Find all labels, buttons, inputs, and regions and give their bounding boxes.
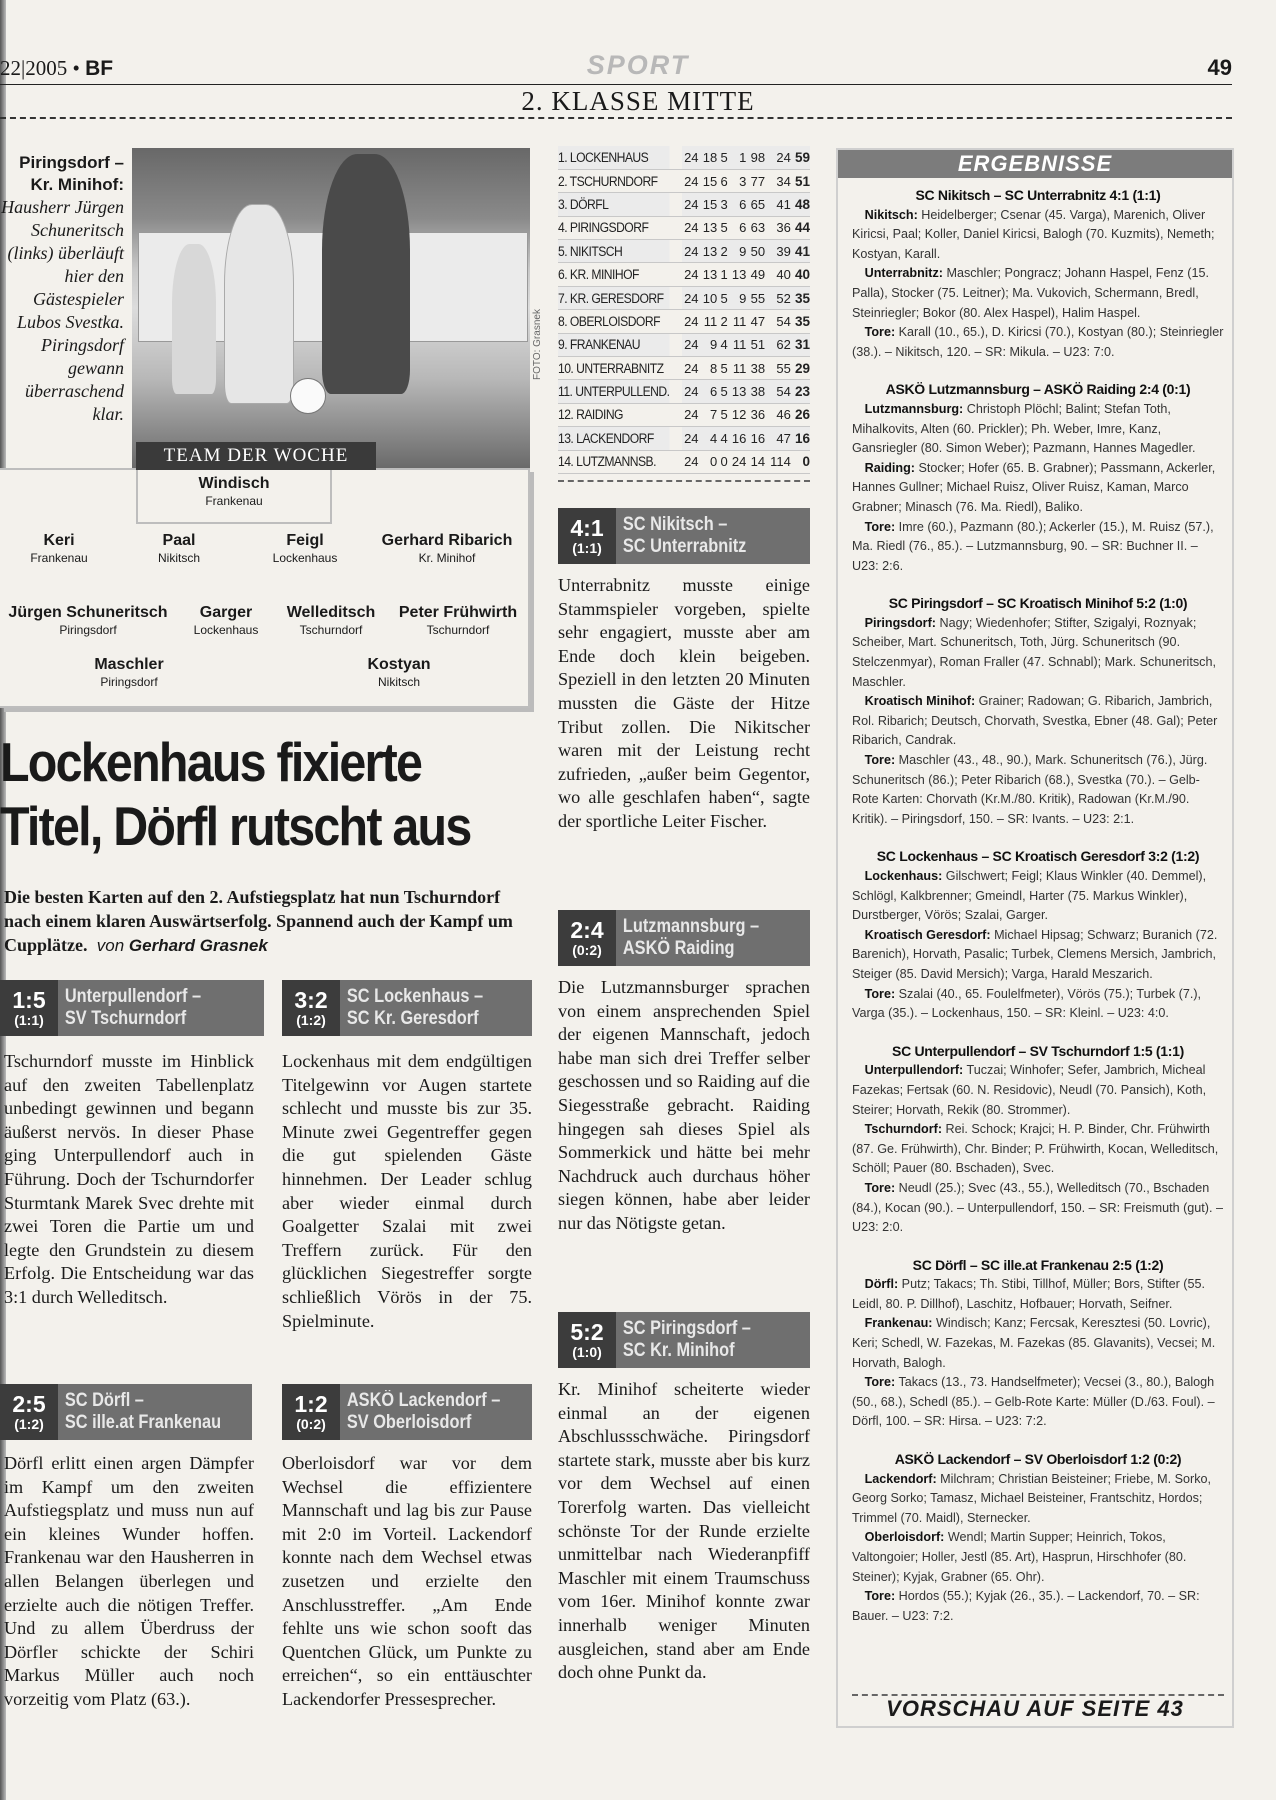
tdw-player: Feigl Lockenhaus <box>272 532 338 565</box>
match-report: Oberloisdorf war vor dem Wechsel die effizientere Mannschaft und lag bis zur Pause mit 2:0 im Vorteil. Lackendorf konnte nach dem Wechsel etwas zusetzen und erzielte den Anschlusstreffer. „Am Ende fehlte uns wie schon sooft das Quentchen Glück, um Punkte zu erreichen“, so ein enttäuschter Lackendorfer Pressesprecher. <box>282 1453 532 1709</box>
result-title: ASKÖ Lutzmannsburg – ASKÖ Raiding 2:4 (0:1) <box>885 381 1191 398</box>
result-line <box>852 1470 1224 1529</box>
result-line-label: Piringsdorf: <box>864 615 936 630</box>
standings-position: 11. <box>558 384 573 400</box>
result-line <box>852 751 1224 829</box>
standings-stat-cell: 10 <box>701 286 720 309</box>
match-report: Dörfl erlitt einen argen Dämpfer im Kampf um den zweiten Aufstiegsplatz und muss nun auf ein kleines Wunder hoffen. Frankenau war den Hausherren in allen Belangen überlegen und erzielte auch die nötigen Treffer. Und zu allem Überdruss der Dörfler schickte der Schiri Markus Müller auch noch vorzeitig vom Platz (63.). <box>4 1453 254 1709</box>
match-score-box: 3:2 (1:2) SC Lockenhaus – SC Kr. Geresdorf <box>282 980 532 1036</box>
result-line-text: Gilschwert; Feigl; Klaus Winkler (40. Demmel), Schlögl, Kalkbrenner; Gmeindl, Harter (75. Markus Winkler), Durstberger, Vörös; Szalai, Garger. <box>852 869 1207 923</box>
standings-stat-cell: 11 <box>730 357 749 380</box>
standings-position: 4. <box>558 220 568 236</box>
result-entry <box>852 1042 1224 1238</box>
standings-stat-cell: 8 <box>701 357 720 380</box>
standings-stat-cell: 5 <box>719 146 729 169</box>
result-entry <box>852 847 1224 1023</box>
result-line-label: Kroatisch Geresdorf: <box>864 927 991 942</box>
standings-stat-cell: 13 <box>701 263 720 286</box>
match-score-box: 5:2 (1:0) SC Piringsdorf – SC Kr. Minihof <box>558 1312 810 1368</box>
standings-stat-cell: 54 <box>767 380 793 403</box>
result-line-text: Imre (60.), Pazmann (80.); Ackerler (15.), M. Ruisz (57.), Ma. Riedl (76., 85.). – Lutzmannsburg, 90. – SR: Buchner II. – U23: 2:6. <box>852 519 1214 573</box>
standings-stat-cell: 11 <box>730 310 749 333</box>
standings-team-cell <box>558 216 669 239</box>
standings-points-cell: 48 <box>793 193 810 216</box>
standings-stat-cell: 5 <box>719 286 729 309</box>
result-line-label: Tore: <box>864 1589 896 1604</box>
standings-position: 2. <box>558 173 568 189</box>
standings-stat-cell: 51 <box>748 333 767 356</box>
result-line-label: Unterrabnitz: <box>864 266 943 281</box>
standings-position: 12. <box>558 407 574 423</box>
dashed-divider <box>0 117 1232 119</box>
standings-team-name: KR. MINIHOF <box>569 267 639 283</box>
standings-points-cell: 0 <box>793 450 810 473</box>
headline-line-2: Titel, Dörfl rutscht aus <box>0 795 471 857</box>
player-background <box>172 244 216 394</box>
result-line-text: Milchram; Christian Beisteiner; Friebe, M. Sorko, Georg Sorko; Tamasz, Michael Beisteiner, Frantschitz, Hordos; Trimmel (70. Maidl), Sternecker. <box>852 1471 1212 1525</box>
standings-stat-cell: 7 <box>701 403 720 426</box>
standings-team-name: RAIDING <box>576 407 623 423</box>
standings-stat-cell: 9 <box>730 286 749 309</box>
result-entry <box>852 594 1224 829</box>
standings-team-cell <box>558 169 669 192</box>
standings-stat-cell: 24 <box>682 333 701 356</box>
result-line-text: Hordos (55.); Kyjak (26., 35.). – Lackendorf, 70. – SR: Bauer. – U23: 7:2. <box>852 1589 1200 1623</box>
standings-position: 1. <box>558 149 568 165</box>
result-line-text: Putz; Takacs; Th. Stibi, Tillhof, Müller; Bors, Stifter (55. Leidl, 80. P. Dillhof), Laschitz, Hofbauer; Horvath, Seifner. <box>852 1277 1205 1311</box>
result-line-label: Oberloisdorf: <box>864 1530 945 1545</box>
standings-points-cell: 16 <box>793 427 810 450</box>
standings-stat-cell: 11 <box>701 310 720 333</box>
standings-team-name: DÖRFL <box>569 196 609 212</box>
standings-points-cell: 51 <box>793 169 810 192</box>
issue-label: 22|2005 • BF <box>0 56 114 80</box>
result-line-label: Lackendorf: <box>864 1471 937 1486</box>
result-line-text: Michael Hipsag; Schwarz; Buranich (72. Barenich), Horvath, Pasalic; Turbek, Clemens Mersich, Jambrich, Steiger (85. David Mersich); Varga, Harald Meszarich. <box>852 927 1218 981</box>
result-line <box>852 518 1224 577</box>
caption-lead: Piringsdorf – Kr. Minihof: <box>19 153 124 194</box>
table-row <box>558 169 810 192</box>
standings-stat-cell: 98 <box>748 146 767 169</box>
standings-points-cell: 59 <box>793 146 810 169</box>
match-score-box: 4:1 (1:1) SC Nikitsch – SC Unterrabnitz <box>558 508 810 564</box>
standings-team-name: TSCHURNDORF <box>569 173 658 189</box>
result-line <box>852 1528 1224 1587</box>
table-row <box>558 427 810 450</box>
table-row <box>558 450 810 473</box>
standings-stat-cell: 5 <box>719 216 729 239</box>
standings-stat-cell: 24 <box>682 427 701 450</box>
standings-team-name: OBERLOISDORF <box>569 313 660 329</box>
result-line-label: Tore: <box>864 325 896 340</box>
league-title: 2. KLASSE MITTE <box>521 86 755 116</box>
standings-points-cell: 41 <box>793 240 810 263</box>
article-lead <box>4 885 534 958</box>
result-line-text: Nagy; Wiedenhofer; Stifter, Szigalyi, Roznyak; Scheiber, Mart. Schuneritsch, Toth, Jürg. Schuneritsch (90. Stelczenmyar), Roman Fraller (47. Schnabl); Mark. Schuneritsch, Maschler. <box>852 615 1216 689</box>
result-line-label: Dörfl: <box>864 1277 899 1292</box>
result-line-label: Lockenhaus: <box>864 869 943 883</box>
standings-stat-cell: 18 <box>701 146 720 169</box>
headline-line-1: Lockenhaus fixierte <box>0 731 422 793</box>
tdw-player: Welleditsch Tschurndorf <box>286 604 376 637</box>
result-line <box>852 867 1224 926</box>
standings-team-cell <box>558 240 669 263</box>
table-divider <box>558 480 810 482</box>
standings-stat-cell: 50 <box>748 240 767 263</box>
standings-stat-cell: 5 <box>719 357 729 380</box>
standings-stat-cell: 5 <box>719 403 729 426</box>
standings-stat-cell: 15 <box>701 193 720 216</box>
standings-stat-cell: 38 <box>748 380 767 403</box>
result-entry <box>852 186 1224 362</box>
result-line-text: Rei. Schock; Krajci; H. P. Binder, Chr. Frühwirth (87. Ge. Frühwirth), Chr. Binder; P. Frühwirth, Kocan, Welleditsch, Schöll; Pauer (80. Bschaden), Svec. <box>852 1122 1219 1176</box>
match-score-box: 2:5 (1:2) SC Dörfl – SC ille.at Frankenau <box>0 1384 252 1440</box>
article-headline <box>0 730 537 858</box>
standings-stat-cell: 14 <box>748 450 767 473</box>
standings-position: 3. <box>558 196 568 212</box>
standings-points-cell: 44 <box>793 216 810 239</box>
standings-stat-cell: 13 <box>701 216 720 239</box>
standings-stat-cell: 47 <box>767 427 793 450</box>
standings-position: 14. <box>558 454 574 470</box>
standings-stat-cell: 2 <box>719 310 729 333</box>
standings-stat-cell: 1 <box>719 263 729 286</box>
standings-team-cell <box>558 193 669 216</box>
standings-stat-cell: 65 <box>748 193 767 216</box>
result-title: SC Piringsdorf – SC Kroatisch Minihof 5:2 (1:0) <box>888 595 1188 612</box>
result-line-label: Nikitsch: <box>864 207 918 222</box>
standings-team-cell <box>558 450 669 473</box>
results-title: ERGEBNISSE <box>838 150 1232 178</box>
table-row <box>558 240 810 263</box>
standings-stat-cell: 6 <box>730 216 749 239</box>
match-score-box: 1:2 (0:2) ASKÖ Lackendorf – SV Oberloisdorf <box>282 1384 532 1440</box>
standings-stat-cell: 24 <box>682 380 701 403</box>
lead-paragraph: Die besten Karten auf den 2. Aufstiegsplatz hat nun Tschurndorf nach einem klaren Auswärtserfolg. Spannend auch der Kampf um Cupplätze. <box>4 887 513 955</box>
header-rule <box>0 84 1232 85</box>
standings-points-cell: 40 <box>793 263 810 286</box>
standings-team-cell <box>558 333 669 356</box>
result-title: SC Nikitsch – SC Unterrabnitz 4:1 (1:1) <box>915 187 1161 203</box>
standings-stat-cell: 24 <box>682 146 701 169</box>
result-line-label: Tore: <box>864 1180 896 1195</box>
result-line-label: Unterpullendorf: <box>864 1063 964 1078</box>
standings-team-name: KR. GERESDORF <box>569 290 664 306</box>
standings-stat-cell: 46 <box>767 403 793 426</box>
result-line <box>852 323 1224 362</box>
result-line-text: Takacs (13., 73. Handselfmeter); Vecsei (3., 80.), Balogh (50., 68.), Schedl (85.). – Gelb-Rote Karte: Müller (D./63. Foul). – Dörfl, 100. – SR: Hirsa. – U23: 7:2. <box>852 1375 1215 1429</box>
standings-stat-cell: 24 <box>682 263 701 286</box>
results-list <box>852 186 1224 1644</box>
standings-stat-cell: 24 <box>682 240 701 263</box>
table-row <box>558 357 810 380</box>
standings-stat-cell: 34 <box>767 169 793 192</box>
result-line-text: Stocker; Hofer (65. B. Grabner); Passmann, Ackerler, Hannes Gullner; Michael Ruisz, Oliver Ruisz, Kaman, Marco Grabner; Minasch (76. Ma. Riedl), Baliko. <box>852 460 1216 514</box>
page-number: 49 <box>1207 55 1232 80</box>
standings-stat-cell: 55 <box>748 286 767 309</box>
result-line <box>852 400 1224 459</box>
standings-points-cell: 35 <box>793 286 810 309</box>
standings-stat-cell: 24 <box>682 403 701 426</box>
match-report: Kr. Minihof scheiterte wieder einmal an der eigenen Abschlussschwäche. Piringsdorf startete stark, musste aber bis kurz vor dem Wechsel auf einen Torerfolg warten. Das vielleicht schönste Tor der Runde erzielte unmittelbar nach Wiederanpfiff Maschler mit einem Traumschuss vom 16er. Minihof konnte zwar innerhalb weniger Minuten ausgleichen, stand aber am Ende doch ohne Punkt da. <box>558 1379 810 1683</box>
tdw-player: Windisch Frankenau <box>198 475 270 508</box>
standings-stat-cell: 0 <box>719 450 729 473</box>
table-row <box>558 146 810 169</box>
standings-stat-cell: 0 <box>701 450 720 473</box>
match-report: Die Lutzmannsburger sprachen von einem ansprechenden Spiel der eigenen Mannschaft, jedoch habe man sich drei Treffer selber geschossen und so Raiding auf die Siegesstraße gebracht. Raiding hingegen sah dieses Spiel als Sommerkick und hätte bei mehr Nachdruck auch durchaus höher siegen können, habe aber leider nur das Nötigste getan. <box>558 977 810 1233</box>
team-of-week-title: TEAM DER WOCHE <box>136 442 376 470</box>
tdw-player: Garger Lockenhaus <box>193 604 259 637</box>
standings-stat-cell: 62 <box>767 333 793 356</box>
result-line-text: Szalai (40., 65. Foulelfmeter), Vörös (75.); Turbek (7.), Varga (35.). – Lockenhaus, 150. – SR: Kleinl. – U23: 4:0. <box>852 986 1202 1021</box>
result-line-text: Windisch; Kanz; Fercsak, Keresztesi (50. Lovric), Keri; Schedl, W. Fazekas, M. Fazekas (85. Glavanits), Vecsei; M. Horvath, Balogh. <box>852 1316 1216 1370</box>
tdw-player: Jürgen Schuneritsch Piringsdorf <box>8 604 168 637</box>
result-line-label: Tore: <box>864 986 896 1001</box>
standings-stat-cell: 3 <box>730 169 749 192</box>
standings-team-name: LACKENDORF <box>576 430 654 446</box>
standings-stat-cell: 15 <box>701 169 720 192</box>
result-line-text: Maschler; Pongracz; Johann Haspel, Fenz (15. Palla), Stocker (75. Leitner); Ma. Vukovich, Schermann, Bredl, Steinriegler; Bokor (80. Alex Haspel), Halim Haspel. <box>852 266 1209 320</box>
standings-stat-cell: 9 <box>701 333 720 356</box>
standings-team-cell <box>558 357 669 380</box>
result-line <box>852 1179 1224 1238</box>
standings-stat-cell: 24 <box>682 310 701 333</box>
standings-stat-cell: 36 <box>748 403 767 426</box>
player-white-shirt <box>224 204 294 404</box>
standings-points-cell: 29 <box>793 357 810 380</box>
standings-stat-cell: 2 <box>719 240 729 263</box>
result-line <box>852 459 1224 518</box>
standings-stat-cell: 40 <box>767 263 793 286</box>
standings-stat-cell: 9 <box>730 240 749 263</box>
table-row <box>558 193 810 216</box>
result-line <box>852 1120 1224 1179</box>
result-line-text: Grainer; Radowan; G. Ribarich, Jambrich, Rol. Ribarich; Deutsch, Chorvath, Svestka, Ebner (48. Gal); Peter Ribarich, Candrak. <box>852 694 1218 748</box>
standings-team-name: LUTZMANNSB. <box>576 454 656 470</box>
standings-stat-cell: 24 <box>767 146 793 169</box>
standings-position: 5. <box>558 243 568 259</box>
standings-stat-cell: 13 <box>730 263 749 286</box>
photo-caption <box>0 152 124 426</box>
result-line-text: Tuczai; Winhofer; Sefer, Jambrich, Micheal Fazekas; Fertsak (60. N. Residovic), Neudl (70. Pansich), Koth, Steirer; Horvath, Rekik (80. Strommer). <box>852 1063 1207 1117</box>
standings-team-name: FRANKENAU <box>569 337 640 353</box>
result-line <box>852 1061 1224 1120</box>
standings-team-cell <box>558 310 669 333</box>
standings-position: 9. <box>558 337 568 353</box>
result-line <box>852 692 1224 751</box>
result-line-text: Christoph Plöchl; Balint; Stefan Toth, Mihalkovits, Alten (60. Prickler); Ph. Weber, Imre, Kanz, Gansriegler (80. Simon Weber); Pazmann, Hannes Magedler. <box>852 401 1196 456</box>
tdw-player: Keri Frankenau <box>30 532 88 565</box>
result-line <box>852 614 1224 692</box>
standings-points-cell: 31 <box>793 333 810 356</box>
standings-stat-cell: 63 <box>748 216 767 239</box>
standings-points-cell: 26 <box>793 403 810 426</box>
standings-team-name: LOCKENHAUS <box>569 149 649 165</box>
standings-table <box>558 146 810 474</box>
result-title: SC Lockenhaus – SC Kroatisch Geresdorf 3:2 (1:2) <box>876 848 1200 865</box>
result-line-text: Maschler (43., 48., 90.), Mark. Schuneritsch (76.), Jürg. Schuneritsch (86.); Peter Ribarich (68.), Svestka (70.). – Gelb-Rote Karten: Chorvath (Kr.M./80. Kritik), Radowan (Kr.M./90. Kritik). – Piringsdorf, 150. – SR: Ivants. – U23: 2:1. <box>852 753 1208 826</box>
standings-stat-cell: 24 <box>682 286 701 309</box>
standings-stat-cell: 12 <box>730 403 749 426</box>
standings-stat-cell: 49 <box>748 263 767 286</box>
result-line <box>852 985 1224 1024</box>
result-line-text: Neudl (25.); Svec (43., 55.), Welleditsch (70., Bschaden (84.), Kocan (90.). – Unterpullendorf, 150. – SR: Freismuth (gut). – U23: 2:0. <box>852 1180 1223 1235</box>
result-line <box>852 1373 1224 1432</box>
standings-team-cell <box>558 380 669 403</box>
table-row <box>558 310 810 333</box>
standings-stat-cell: 4 <box>719 333 729 356</box>
tdw-player: Peter Frühwirth Tschurndorf <box>398 604 518 637</box>
byline: von Gerhard Grasnek <box>96 936 268 955</box>
standings-team-name: UNTERPULLEND. <box>575 384 670 400</box>
standings-stat-cell: 24 <box>682 169 701 192</box>
standings-position: 8. <box>558 313 568 329</box>
standings-stat-cell: 47 <box>748 310 767 333</box>
standings-stat-cell: 54 <box>767 310 793 333</box>
standings-position: 7. <box>558 290 568 306</box>
standings-team-name: PIRINGSDORF <box>569 220 649 236</box>
tdw-player: Kostyan Nikitsch <box>367 656 431 689</box>
result-line <box>852 264 1224 323</box>
table-row <box>558 403 810 426</box>
result-line-text: Wendl; Martin Supper; Heinrich, Tokos, Valtongoier; Holler, Jestl (85. Art), Hasprun, Hirschhofer (80. Steiner); Kyjak, Grabner (65. Ohr). <box>852 1530 1187 1584</box>
standings-stat-cell: 38 <box>748 357 767 380</box>
result-line-label: Frankenau: <box>864 1316 933 1331</box>
table-row <box>558 263 810 286</box>
result-line <box>852 1275 1224 1314</box>
result-entry <box>852 380 1224 576</box>
tdw-player: Maschler Piringsdorf <box>94 656 164 689</box>
result-line-label: Tschurndorf: <box>864 1122 943 1137</box>
standings-points-cell: 35 <box>793 310 810 333</box>
result-line <box>852 1314 1224 1373</box>
result-line-label: Tore: <box>864 753 896 768</box>
standings-position: 10. <box>558 360 574 376</box>
standings-team-name: NIKITSCH <box>569 243 623 259</box>
standings-stat-cell: 13 <box>730 380 749 403</box>
standings-stat-cell: 11 <box>730 333 749 356</box>
player-dark-shirt <box>322 154 410 394</box>
standings-stat-cell: 41 <box>767 193 793 216</box>
standings-stat-cell: 24 <box>682 193 701 216</box>
table-row <box>558 333 810 356</box>
section-title: SPORT <box>586 50 690 80</box>
standings-stat-cell: 13 <box>701 240 720 263</box>
preview-link: VORSCHAU AUF SEITE 43 <box>886 1696 1184 1721</box>
result-entry <box>852 1256 1224 1432</box>
caption-text: Hausherr Jürgen Schuneritsch (links) überläuft hier den Gästespieler Lubos Svestka. Piringsdorf gewann überraschend klar. <box>1 197 124 424</box>
standings-stat-cell: 24 <box>682 450 701 473</box>
table-row <box>558 216 810 239</box>
table-row <box>558 286 810 309</box>
standings-team-cell <box>558 403 669 426</box>
photo-credit: FOTO: Grasnek <box>532 309 543 380</box>
standings-position: 6. <box>558 267 568 283</box>
match-photo <box>132 148 530 468</box>
standings-stat-cell: 39 <box>767 240 793 263</box>
result-line-text: Heidelberger; Csenar (45. Varga), Marenich, Oliver Kiricsi, Paal; Koller, Daniel Kiricsi, Balogh (70. Kuzmits), Nemeth; Kostyan, Karall. <box>852 207 1215 261</box>
standings-stat-cell: 16 <box>748 427 767 450</box>
table-row <box>558 380 810 403</box>
match-report: Unterrabnitz musste einige Stammspieler vorgeben, spielte sehr engagiert, musste aber am Ende doch klein beigeben. Speziell in den letzten 20 Minuten mussten die Gäste der Hitze Tribut zollen. Die Nikitscher waren mit der Leistung recht zufrieden, „außer beim Gegentor, wo alle geschlafen haben“, sagte der sportliche Leiter Fischer. <box>558 575 810 831</box>
standings-stat-cell: 114 <box>767 450 793 473</box>
standings-stat-cell: 5 <box>719 380 729 403</box>
standings-stat-cell: 4 <box>701 427 720 450</box>
standings-stat-cell: 3 <box>719 193 729 216</box>
result-line-label: Raiding: <box>864 460 915 475</box>
standings-stat-cell: 52 <box>767 286 793 309</box>
tdw-player: Paal Nikitsch <box>157 532 200 565</box>
standings-stat-cell: 1 <box>730 146 749 169</box>
result-title: SC Unterpullendorf – SV Tschurndorf 1:5 (1:1) <box>892 1042 1184 1059</box>
match-report: Tschurndorf musste im Hinblick auf den zweiten Tabellenplatz unbedingt gewinnen und begann äußerst nervös. In dieser Phase ging Unterpullendorf auch in Führung. Doch der Tschurndorfer Sturmtank Marek Svec drehte mit zwei Toren die Partie um und legte den Grundstein zu diesem Erfolg. Die Entscheidung war das 3:1 durch Welleditsch. <box>4 1051 254 1307</box>
standings-stat-cell: 55 <box>767 357 793 380</box>
standings-stat-cell: 6 <box>701 380 720 403</box>
result-line <box>852 206 1224 265</box>
result-title: SC Dörfl – SC ille.at Frankenau 2:5 (1:2) <box>912 1256 1164 1273</box>
result-line-label: Tore: <box>864 519 896 534</box>
standings-stat-cell: 36 <box>767 216 793 239</box>
standings-team-cell <box>558 427 669 450</box>
standings-stat-cell: 6 <box>719 169 729 192</box>
result-line-label: Lutzmannsburg: <box>864 401 964 416</box>
standings-team-cell <box>558 263 669 286</box>
standings-stat-cell: 24 <box>730 450 749 473</box>
result-line-label: Tore: <box>864 1375 896 1390</box>
standings-team-name: UNTERRABNITZ <box>576 360 664 376</box>
standings-stat-cell: 77 <box>748 169 767 192</box>
result-line-label: Kroatisch Minihof: <box>864 694 976 709</box>
match-score-box: 2:4 (0:2) Lutzmannsburg – ASKÖ Raiding <box>558 910 810 966</box>
result-line <box>852 926 1224 985</box>
result-line-text: Karall (10., 65.), D. Kiricsi (70.), Kostyan (80.); Steinriegler (38.). – Nikitsch, 120. – SR: Mikula. – U23: 7:0. <box>852 325 1224 359</box>
standings-stat-cell: 16 <box>730 427 749 450</box>
result-entry <box>852 1450 1224 1626</box>
standings-stat-cell: 24 <box>682 216 701 239</box>
football <box>290 378 326 414</box>
standings-points-cell: 23 <box>793 380 810 403</box>
standings-stat-cell: 4 <box>719 427 729 450</box>
standings-team-cell <box>558 146 669 169</box>
match-report: Lockenhaus mit dem endgültigen Titelgewinn vor Augen startete schlecht und musste bis zur 35. Minute zwei Gegentreffer gegen die gut spielenden Gäste hinnehmen. Der Leader schlug aber wieder einmal durch Goalgetter Szalai mit zwei Treffern zurück. Für den glücklichen Siegestreffer sorgte schließlich Vörös in der 75. Spielminute. <box>282 1051 532 1331</box>
result-title: ASKÖ Lackendorf – SV Oberloisdorf 1:2 (0:2) <box>894 1451 1182 1468</box>
standings-position: 13. <box>558 430 574 446</box>
result-line <box>852 1587 1224 1626</box>
standings-team-cell <box>558 286 669 309</box>
match-score-box: 1:5 (1:1) Unterpullendorf – SV Tschurndorf <box>0 980 264 1036</box>
tdw-player: Gerhard Ribarich Kr. Minihof <box>381 532 513 565</box>
standings-stat-cell: 6 <box>730 193 749 216</box>
standings-stat-cell: 24 <box>682 357 701 380</box>
